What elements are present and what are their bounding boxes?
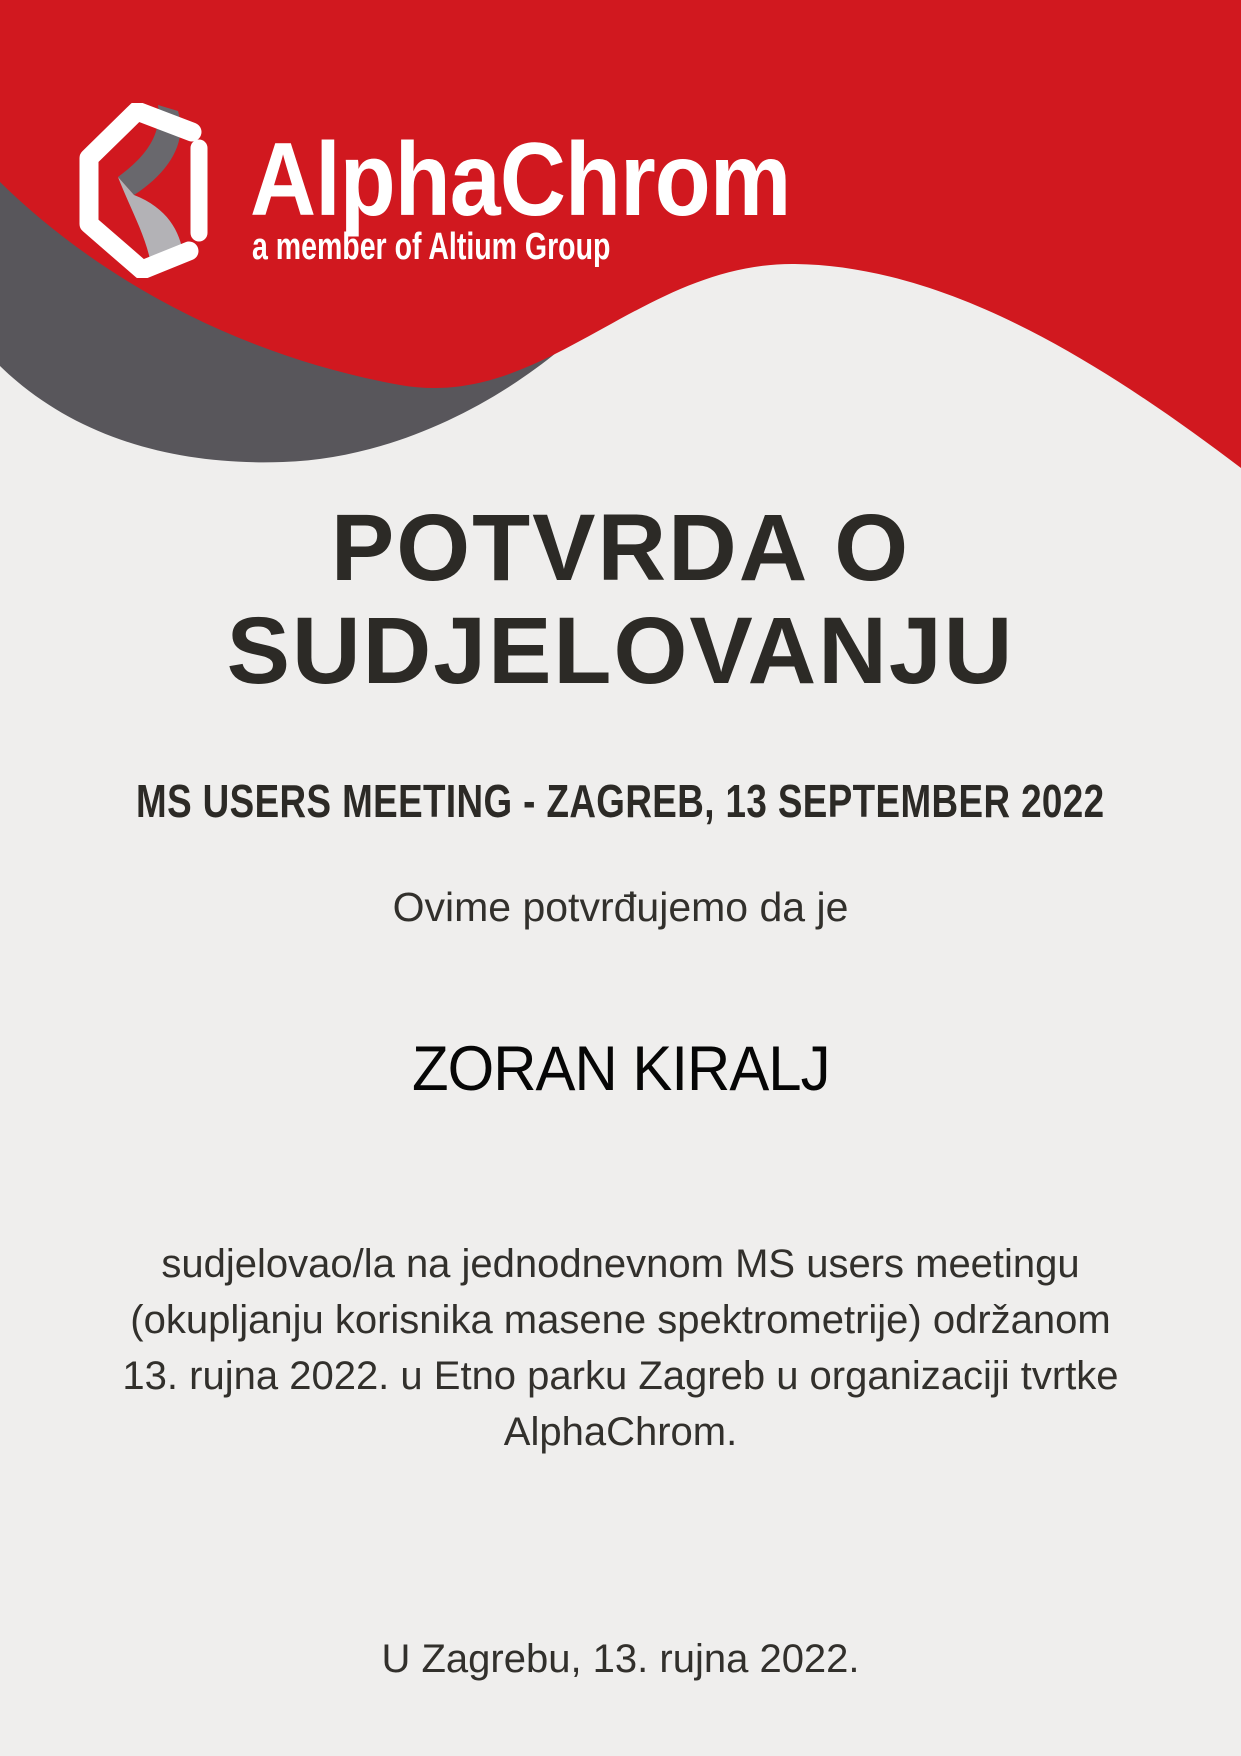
body-paragraph [0, 1236, 1241, 1460]
body-line: sudjelovao/la na jednodnevnom MS users meetingu [161, 1242, 1080, 1286]
intro-line: Ovime potvrđujemo da je [392, 884, 849, 930]
recipient-name-text: ZORAN KIRALJ [411, 1034, 830, 1104]
place-date-line: U Zagrebu, 13. rujna 2022. [381, 1637, 860, 1681]
body-line: AlphaChrom. [503, 1410, 738, 1454]
brand-tagline: a member of Altium Group [252, 226, 611, 268]
body-line: (okupljanju korisnika masene spektrometrije) održanom [130, 1298, 1111, 1342]
certificate-title [0, 497, 1241, 702]
body-line: 13. rujna 2022. u Etno parku Zagreb u organizaciji tvrtke [122, 1354, 1119, 1398]
certificate-title-line2: SUDJELOVANJU [226, 597, 1015, 704]
event-subtitle [0, 775, 1241, 827]
certificate-title-line1: POTVRDA O [330, 495, 911, 601]
event-subtitle-text: MS USERS MEETING - ZAGREB, 13 SEPTEMBER 2022 [136, 775, 1105, 827]
alphachrom-logo-icon [78, 103, 208, 278]
brand-name: AlphaChrom [250, 122, 791, 238]
recipient-name [0, 1034, 1241, 1104]
